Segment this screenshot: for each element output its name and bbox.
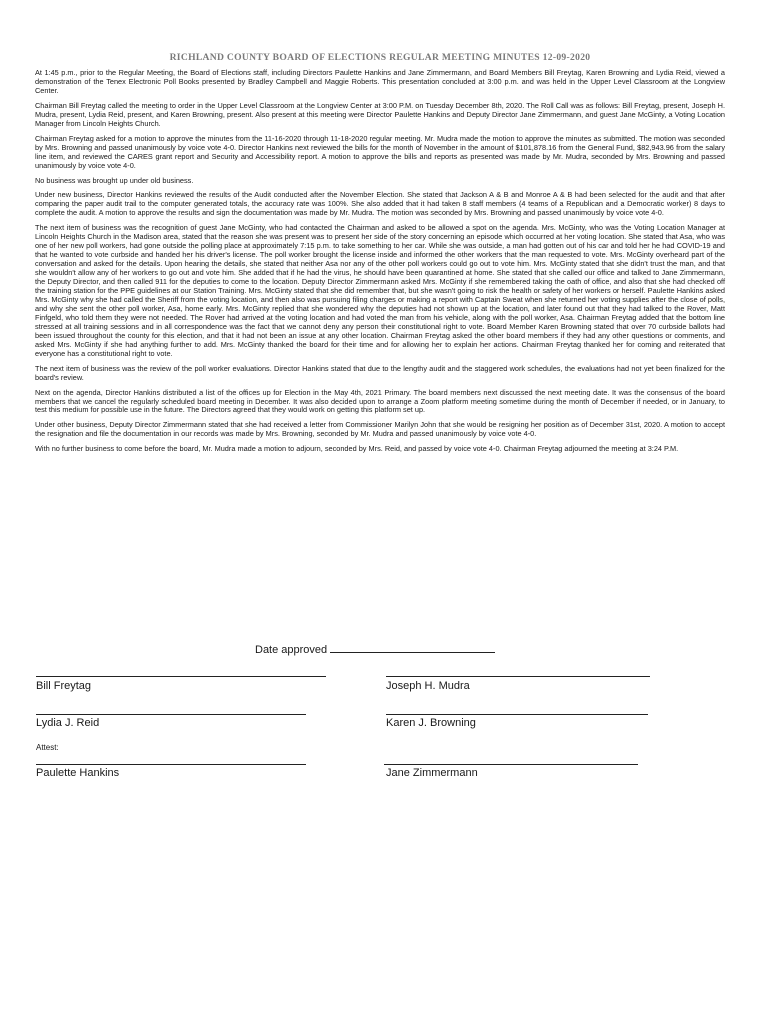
signature-line-reid [36,714,306,715]
paragraph-guest-mcginty: The next item of business was the recognition of guest Jane McGinty, who had contacted the Chairman and asked to be allowed a spot on the agenda. Mrs. McGinty, who was the Voting Location Manager at Lincoln Heights Church in the Madison area, stated that the reason she was present was to present her side of the story concerning an episode which occurred at her voting location. She stated that Asa, who was one of her new poll workers, had gone outside the polling place at approximately 7:15 p.m. to take something to her car. While she was outside, a man had gotten out of his car and told her he had COVID-19 and that he wanted to vote curbside and handed her his driver's license. The poll worker brought the license inside and informed the other workers that the man requested to vote. Mrs. McGinty overheard part of the conversation and asked for the details. Upon hearing the details, she stated that neither Asa nor any of the other poll workers could go out to vote him. Mrs. McGinty stated that she didn't trust the man, and that she wouldn't allow any of her workers to go out and vote him. She added that if he had the virus, he should have been quarantined at home. She stated that she called our office and talked to Jane Zimmermann, the Deputy Director, and then called 911 for the deputies to come to the location. Deputy Director Zimmermann asked Mrs. McGinty if she remembered taking the oath of office, and also that she had checked off the training station for the PPE guidelines at our Station Training. Mrs. McGinty stated that she did remember that, but she wasn't going to risk the health or safety of her workers or herself. Paulette Hankins asked Mrs. McGinty why she had called the Sheriff from the voting location, and then also was pursuing filing charges or making a report with Captain Sweat when she returned her voting supplies after the close of polls, and why she sent the other poll worker, Asa, home early. Mrs. McGinty replied that she wondered why the deputies had not shown up at the location, and later found out that they had talked to the Rover, Matt Finfgeld, who told them they were not needed. The Rover had arrived at the voting location and had voted the man from his vehicle, along with the poll worker, Asa. Chairman Freytag added that the bottom line stressed at all training sessions and in all correspondence was the fact that we cannot deny any person their constitutional right to vote. Board Member Karen Browning stated that over 70 curbside ballots had been issued throughout the county for this election, and that it had not been an issue at any other location. Chairman Freytag asked the other board members if they had any other questions or comments, and asked Mrs. McGinty if she had anything further to add. Mrs. McGinty thanked the board for their time and for allowing her to explain her actions. Chairman Freytag thanked her for coming and reiterated that everyone has a constitutional right to vote. [35,223,725,358]
signature-line-zimmermann [384,764,638,765]
signature-line-browning [386,714,648,715]
paragraph-pre-meeting-demo: At 1:45 p.m., prior to the Regular Meeting, the Board of Elections staff, including Directors Paulette Hankins and Jane Zimmermann, and Board Members Bill Freytag, Karen Browning and Lydia Reid, viewed a demonstration of the Tenex Electronic Poll Books presented by Bradley Campbell and Maggie Roberts. This presentation concluded at 3:00 p.m. and was held in the Upper Level Classroom at the Longview Center. [35,68,725,95]
paragraph-poll-worker-evaluations: The next item of business was the review of the poll worker evaluations. Director Hankins stated that due to the lengthy audit and the staggered work schedules, the evaluations had not yet been finalized for the board's review. [35,363,725,382]
paragraph-adjournment: With no further business to come before the board, Mr. Mudra made a motion to adjourn, seconded by Mrs. Reid, and passed by voice vote 4-0. Chairman Freytag adjourned the meeting at 3:24 P.M. [35,444,679,454]
signature-line-freytag [36,676,326,677]
signer-name-reid: Lydia J. Reid [36,717,100,729]
date-approved-line [330,642,495,653]
signer-name-browning: Karen J. Browning [386,717,476,729]
signer-name-hankins: Paulette Hankins [36,767,120,779]
paragraph-call-to-order: Chairman Bill Freytag called the meeting to order in the Upper Level Classroom at the Longview Center at 3:00 P.M. on Tuesday December 8th, 2020. The Roll Call was as follows: Bill Freytag, present, Joseph H. Mudra, present, Lydia Reid, present, and Karen Browning, present. Also present at this meeting were Director Paulette Hankins and Deputy Director Jane Zimmermann, and guest Jane McGinty, a Voting Location Manager from Lincoln Heights Church. [35,100,725,128]
minutes-document [35,52,725,460]
attest-label: Attest: [36,743,59,752]
signer-name-mudra: Joseph H. Mudra [386,680,470,692]
date-approved-label: Date approved [255,644,328,656]
paragraph-minutes-and-bills: Chairman Freytag asked for a motion to approve the minutes from the 11-16-2020 through 11-18-2020 regular meeting. Mr. Mudra made the motion to approve the minutes as submitted. The motion was seconded by Mrs. Browning and passed unanimously by voice vote 4-0. Director Hankins next reviewed the bills for the month of November in the amount of $101,878.16 from the General Fund, $82,943.96 from the salary line item, and reviewed the CARES grant report and Security and Accessibility report. A motion to approve the bills and reports as presented was made by Mr. Mudra, seconded by Mrs. Browning and passed unanimously by voice vote 4-0. [35,133,725,170]
paragraph-resignation: Under other business, Deputy Director Zimmermann stated that she had received a letter from Commissioner Marilyn John that she would be resigning her position as of December 31st, 2020. A motion to accept the resignation and file the documentation in our records was made by Mrs. Browning, seconded by Mr. Mudra and passed unanimously by voice vote 4-0. [35,420,725,439]
signature-line-mudra [386,676,650,677]
paragraph-agenda-next-meeting: Next on the agenda, Director Hankins distributed a list of the offices up for Election in the May 4th, 2021 Primary. The board members next discussed the next meeting date. It was the consensus of the board members that we cancel the regularly scheduled board meeting in December. It was also decided upon to arrange a Zoom platform meeting sometime during the month of December if needed, or in January, to test this medium for possible use in the future. The Directors agreed that they would work on getting this platform set up. [35,387,725,415]
date-approved [255,642,495,656]
signer-name-freytag: Bill Freytag [36,680,92,692]
document-title: RICHLAND COUNTY BOARD OF ELECTIONS REGULAR MEETING MINUTES 12-09-2020 [169,52,591,63]
paragraph-old-business: No business was brought up under old business. [35,175,194,185]
signature-line-hankins [36,764,306,765]
signer-name-zimmermann: Jane Zimmermann [386,767,478,779]
paragraph-audit-results: Under new business, Director Hankins reviewed the results of the Audit conducted after the November Election. She stated that Jackson A & B and Monroe A & B had been selected for the audit and that after comparing the paper audit trail to the computer generated totals, the accuracy rate was 100%. She also added that it had taken 8 staff members (4 teams of a Republican and a Democratic worker) 8 days to complete the audit. A motion to approve the results and sign the documentation was made by Mr. Mudra. The motion was seconded by Mrs. Browning and passed unanimously by voice vote 4-0. [35,190,725,218]
